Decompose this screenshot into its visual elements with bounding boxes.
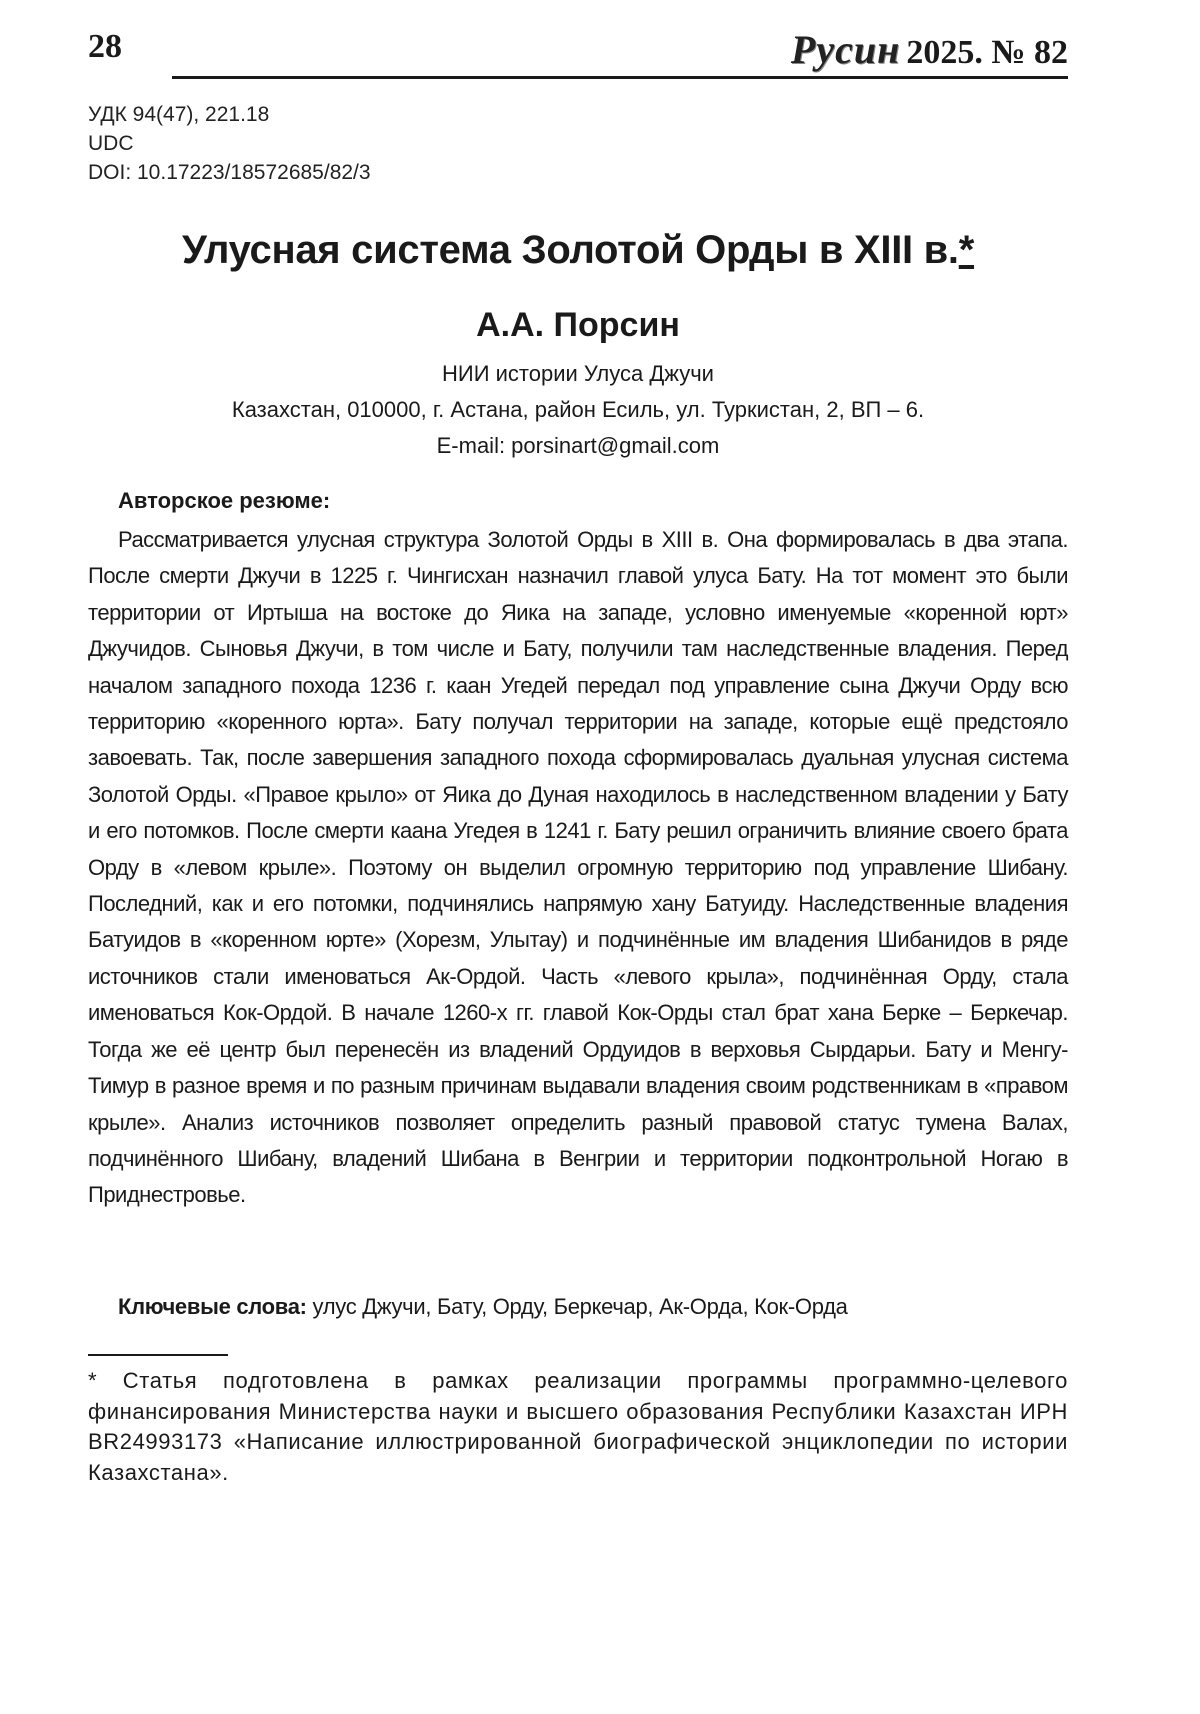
- journal-logo: Русин: [790, 27, 901, 72]
- abstract-text: Рассматривается улусная структура Золотой Орды в XIII в. Она формировалась в два этапа. После смерти Джучи в 1225 г. Чингисхан назначил главой улуса Бату. На тот момент это были территории от Иртыша на востоке до Яика на западе, условно именуемые «коренной юрт» Джучидов. Сыновья Джучи, в том числе и Бату, получили там наследственные владения. Перед началом западного похода 1236 г. каан Угедей передал под управление сына Джучи Орду всю территорию «коренного юрта». Бату получал территории на западе, которые ещё предстояло завоевать. Так, после завершения западного похода сформировалась дуальная улусная система Золотой Орды. «Правое крыло» от Яика до Дуная находилось в наследственном владении у Бату и его потомков. После смерти каана Угедея в 1241 г. Бату решил ограничить влияние своего брата Орду в «левом крыле». Поэтому он выделил огромную территорию под управление Шибану. Последний, как и его потомки, подчинялись напрямую хану Батуиду. Наследственные владения Батуидов в «коренном юрте» (Хорезм, Улытау) и подчинённые им владения Шибанидов в ряде источников стали именоваться Ак-Ордой. Часть «левого крыла», подчинённая Орду, стала именоваться Кок-Ордой. В начале 1260-х гг. главой Кок-Орды стал брат хана Берке – Беркечар. Тогда же её центр был перенесён из владений Ордуидов в верховья Сырдарьи. Бату и Менгу-Тимур в разное время и по разным причинам выдавали владения своим родственникам в «правом крыле». Анализ источников позволяет определить разный правовой статус тумена Валах, подчинённого Шибану, владений Шибана в Венгрии и территории подконтрольной Ногаю в Приднестровье.: [88, 527, 1068, 1208]
- affiliation-address: Казахстан, 010000, г. Астана, район Есиль, ул. Туркистан, 2, ВП – 6.: [231, 397, 925, 422]
- running-head: [88, 26, 1068, 76]
- doi-code: DOI: 10.17223/18572685/82/3: [88, 161, 371, 184]
- classification-codes: [88, 100, 371, 187]
- udk-code: УДК 94(47), 221.18: [88, 103, 270, 126]
- journal-issue: 2025. № 82: [906, 34, 1068, 71]
- footnote-text: * Статья подготовлена в рамках реализации программы программно-целевого финансирования Министерства науки и высшего образования Республики Казахстан ИРН BR24993173 «Написание иллюстрированной биографической энциклопедии по истории Казахстана».: [88, 1368, 1068, 1485]
- keywords-label: Ключевые слова:: [118, 1294, 307, 1319]
- keywords-list: улус Джучи, Бату, Орду, Беркечар, Ак-Орда, Кок-Орда: [312, 1294, 848, 1319]
- page-number: 28: [88, 28, 122, 65]
- affiliation-institute: НИИ истории Улуса Джучи: [442, 361, 714, 386]
- article-title: [88, 228, 1068, 273]
- author-email[interactable]: E-mail: porsinart@gmail.com: [436, 433, 720, 458]
- journal-title: [791, 26, 1068, 73]
- footnote-rule: [88, 1354, 228, 1356]
- keywords: [118, 1294, 1068, 1320]
- footnote-link[interactable]: *: [958, 228, 975, 272]
- article-author: А.А. Порсин: [476, 306, 680, 344]
- udc-code: UDC: [88, 132, 134, 155]
- header-rule: [172, 76, 1068, 79]
- journal-page: [88, 0, 1068, 1714]
- article-title-text: Улусная система Золотой Орды в XIII в.: [181, 228, 959, 272]
- abstract-heading: Авторское резюме:: [118, 488, 331, 513]
- author-affiliation: [88, 356, 1068, 464]
